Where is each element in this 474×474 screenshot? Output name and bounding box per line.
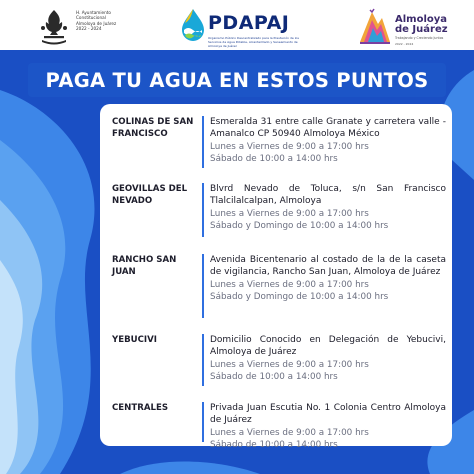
location-name: CENTRALES xyxy=(112,403,169,413)
municipal-line-2: Constitucional xyxy=(76,15,106,21)
location-details xyxy=(210,116,446,165)
location-address: Privada Juan Escutia No. 1 Colonia Centro Almoloya de Juárez xyxy=(210,403,446,426)
title-banner xyxy=(28,63,446,97)
municipal-logo xyxy=(34,7,136,47)
pdapaj-logo xyxy=(180,8,310,46)
pdapaj-subtitle: Organismo Público Descentralizado para la Prestación de los Servicios de Agua Potable, Alcantarillado y Saneamiento de Almoloya de Juárez xyxy=(208,36,299,48)
municipal-line-1: H. Ayuntamiento xyxy=(76,10,111,15)
location-name: RANCHO SAN JUAN xyxy=(112,255,177,277)
row-divider xyxy=(202,116,204,168)
almoloya-line-2: de Juárez xyxy=(395,24,448,35)
municipal-logo-text xyxy=(76,10,140,32)
row-divider xyxy=(202,334,204,386)
location-address: Avenida Bicentenario al costado de la de la caseta de vigilancia, Rancho San Juan, Almoloya de Juárez xyxy=(210,255,446,278)
location-address: Blvrd Nevado de Toluca, s/n San Francisco Tlalcilalcalpan, Almoloya xyxy=(210,184,446,207)
location-name: COLINAS DE SAN FRANCISCO xyxy=(112,117,194,139)
location-hours-weekend: Sábado y Domingo de 10:00 a 14:00 hrs xyxy=(210,220,389,231)
location-hours-weekend: Sábado de 10:00 a 14:00 hrs xyxy=(210,439,338,450)
almoloya-years: 2022 - 2024 xyxy=(395,42,414,46)
page-title: PAGA TU AGUA EN ESTOS PUNTOS xyxy=(45,68,429,92)
location-address: Esmeralda 31 entre calle Granate y carretera valle - Amanalco CP 50940 Almoloya México xyxy=(210,117,446,140)
row-divider xyxy=(202,183,204,237)
location-hours-weekend: Sábado de 10:00 a 14:00 hrs xyxy=(210,371,338,382)
location-details xyxy=(210,402,446,451)
almoloya-logo xyxy=(358,6,458,50)
location-name: YEBUCIVI xyxy=(112,335,157,345)
almoloya-line-1: Almoloya xyxy=(395,14,448,25)
location-details xyxy=(210,183,446,232)
row-divider xyxy=(202,254,204,318)
location-hours-weekday: Lunes a Viernes de 9:00 a 17:00 hrs xyxy=(210,208,369,219)
location-hours-weekend: Sábado y Domingo de 10:00 a 14:00 hrs xyxy=(210,291,389,302)
header-bar xyxy=(0,0,474,54)
municipal-line-4: 2022 - 2024 xyxy=(76,26,102,32)
water-drop-icon xyxy=(180,8,206,42)
location-details xyxy=(210,334,446,383)
mountain-icon xyxy=(358,6,392,46)
location-hours-weekday: Lunes a Viernes de 9:00 a 17:00 hrs xyxy=(210,427,369,438)
location-hours-weekday: Lunes a Viernes de 9:00 a 17:00 hrs xyxy=(210,141,369,152)
location-address: Domicilio Conocido en Delegación de Yebucivi, Almoloya de Juárez xyxy=(210,335,446,358)
location-name: GEOVILLAS DEL NEVADO xyxy=(112,184,188,206)
location-hours-weekend: Sábado de 10:00 a 14:00 hrs xyxy=(210,153,338,164)
pdapaj-name: PDAPAJ xyxy=(208,12,290,34)
municipal-line-3: Almoloya de Juárez xyxy=(76,20,117,26)
location-details xyxy=(210,254,446,303)
location-hours-weekday: Lunes a Viernes de 9:00 a 17:00 hrs xyxy=(210,279,369,290)
location-hours-weekday: Lunes a Viernes de 9:00 a 17:00 hrs xyxy=(210,359,369,370)
almoloya-slogan: Trabajando y Creciendo Juntos xyxy=(395,36,444,40)
row-divider xyxy=(202,402,204,442)
municipal-seal-icon xyxy=(34,7,74,47)
